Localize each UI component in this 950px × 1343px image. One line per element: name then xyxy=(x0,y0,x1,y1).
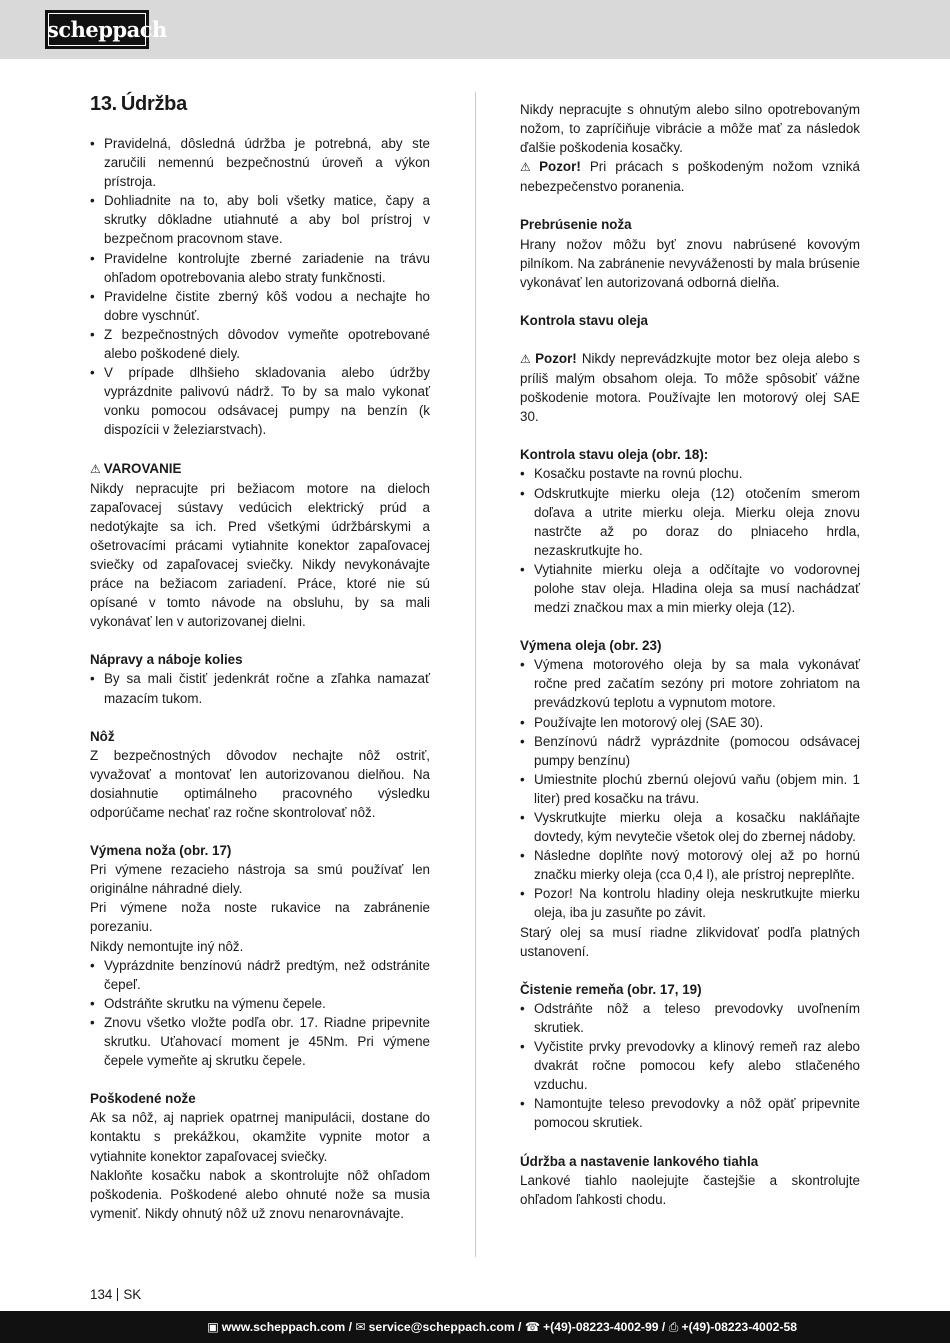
regrind-text: Hrany nožov môžu byť znovu nabrúsené kovovým pilníkom. Na zabránenie nevyváženosti by mala brúsenie vykonávať len autorizovaná odborná dielňa. xyxy=(520,236,860,290)
knife-replace-heading: Výmena noža (obr. 17) xyxy=(90,843,232,859)
fax-icon: ⎙ xyxy=(668,1320,679,1334)
belt-cleaning-list xyxy=(520,999,860,1133)
knife-heading: Nôž xyxy=(90,728,115,744)
cable-heading: Údržba a nastavenie lankového tiahla xyxy=(520,1153,759,1169)
footer-fax: +(49)-08223-4002-58 xyxy=(681,1320,797,1334)
oil-change-list xyxy=(520,655,860,922)
list-item: • Dohliadnite na to, aby boli všetky matice, čapy a skrutky dôkladne utiahnuté a aby bol prístroj v bezpečnom pracovnom stave. xyxy=(90,191,430,248)
regrind-heading: Prebrúsenie noža xyxy=(520,217,632,233)
phone-icon: ☎ xyxy=(524,1320,541,1334)
warning-triangle-icon: ⚠ xyxy=(520,160,537,175)
email-icon: ✉ xyxy=(355,1320,366,1334)
page-language: SK xyxy=(123,1287,142,1302)
section-title-text: Údržba xyxy=(120,93,187,115)
list-item: • Používajte len motorový olej (SAE 30). xyxy=(520,713,860,732)
intro-list xyxy=(90,134,430,440)
page-number-value: 134 xyxy=(90,1287,113,1302)
section-number: 13. xyxy=(90,93,117,115)
right-column xyxy=(520,100,860,1209)
bent-knife-text: Nikdy nepracujte s ohnutým alebo silno opotrebovaným nožom, to zapríčiňuje vibrácie a môže mať za následok ďalšie poškodenia kosačky. xyxy=(520,102,860,156)
list-item: • Výmena motorového oleja by sa mala vykonávať ročne pred začatím sezóny pri motore zohriatom na prevádzkovú teplotu a vypnutom motore. xyxy=(520,655,860,712)
list-item: • Vyčistite prvky prevodovky a klinový remeň raz alebo dvakrát ročne pomocou kefy alebo stlačeného vzduchu. xyxy=(520,1037,860,1094)
page-number xyxy=(90,1286,141,1304)
warning-label: Pozor! xyxy=(535,350,577,366)
knife-text: Z bezpečnostných dôvodov nechajte nôž ostriť, vyvažovať a montovať len autorizovanou dielňou. Na dosiahnutie optimálneho pracovného výsledku odporúčame nechať raz ročne skontrolovať nôž. xyxy=(90,747,430,820)
scheppach-logo: scheppach xyxy=(45,10,149,49)
list-item: • Následne doplňte nový motorový olej až po hornú značku mierky oleja (cca 0,4 l), ale prístroj nepreplňte. xyxy=(520,846,860,884)
footer-email[interactable]: service@scheppach.com / xyxy=(368,1320,522,1334)
oil-warning xyxy=(520,349,860,426)
cable-text: Lankové tiahlo naolejujte častejšie a skontrolujte ohľadom ľahkosti chodu. xyxy=(520,1172,860,1207)
footer-web[interactable]: www.scheppach.com / xyxy=(221,1320,353,1334)
list-item: • By sa mali čistiť jedenkrát ročne a zľahka namazať mazacím tukom. xyxy=(90,669,430,707)
warning-heading xyxy=(90,459,430,479)
belt-cleaning-heading: Čistenie remeňa (obr. 17, 19) xyxy=(520,981,702,997)
list-item: • Namontujte teleso prevodovky a nôž opäť pripevnite pomocou skrutiek. xyxy=(520,1094,860,1132)
header-bar xyxy=(0,0,950,59)
list-item: • Vytiahnite mierku oleja a odčítajte vo vodorovnej polohe stav oleja. Hladina oleja sa musí nachádzať medzi značkou max a min mierky oleja (12). xyxy=(520,560,860,617)
knife-replace-list xyxy=(90,956,430,1071)
list-item: • V prípade dlhšieho skladovania alebo údržby vyprázdnite palivovú nádrž. To by sa malo vykonať vonku pomocou odsávacej pumpy na benzín (k dispozícii v železiarstvach). xyxy=(90,363,430,439)
axles-list xyxy=(90,669,430,707)
damaged-knives-heading: Poškodené nože xyxy=(90,1091,196,1107)
knife-replace-text-2: Pri výmene noža noste rukavice na zabránenie porezaniu. xyxy=(90,900,430,935)
list-item: • Vyprázdnite benzínovú nádrž predtým, než odstránite čepeľ. xyxy=(90,956,430,994)
oil-level-heading: Kontrola stavu oleja xyxy=(520,312,648,328)
warning-text: Nikdy neprevádzkujte motor bez oleja alebo s príliš malým obsahom oleja. To môže spôsobiť vážne poškodenie motora. Používajte len motorový olej SAE 30. xyxy=(520,350,860,425)
list-item: • Pravidelne čistite zberný kôš vodou a nechajte ho dobre vyschnúť. xyxy=(90,287,430,325)
warning-label: Pozor! xyxy=(539,159,581,175)
oil-check-heading: Kontrola stavu oleja (obr. 18): xyxy=(520,447,709,463)
list-item: • Pravidelne kontrolujte zberné zariadenie na trávu ohľadom opotrebovania alebo straty funkčnosti. xyxy=(90,249,430,287)
oil-check-list xyxy=(520,464,860,617)
bent-knife-warning xyxy=(520,157,860,196)
footer-phone: +(49)-08223-4002-99 / xyxy=(543,1320,666,1334)
list-item: • Odstráňte nôž a teleso prevodovky uvoľnením skrutiek. xyxy=(520,999,860,1037)
list-item: • Z bezpečnostných dôvodov vymeňte opotrebované alebo poškodené diely. xyxy=(90,325,430,363)
list-item: • Vyskrutkujte mierku oleja a kosačku nakláňajte dovtedy, kým nevytečie všetok olej do zbernej nádoby. xyxy=(520,808,860,846)
list-item: • Benzínovú nádrž vyprázdnite (pomocou odsávacej pumpy benzínu) xyxy=(520,732,860,770)
list-item: • Odskrutkujte mierku oleja (12) otočením smerom doľava a utrite mierku oleja. Mierku oleja znovu nastrčte až po doraz do plniaceho hrdla, nezaskrutkujte ho. xyxy=(520,484,860,560)
axles-heading: Nápravy a náboje kolies xyxy=(90,652,243,668)
list-item: • Znovu všetko vložte podľa obr. 17. Riadne pripevnite skrutku. Uťahovací moment je 45Nm. Pri výmene čepele vymeňte aj skrutku čepele. xyxy=(90,1013,430,1070)
page-number-separator xyxy=(117,1288,118,1301)
list-item: • Kosačku postavte na rovnú plochu. xyxy=(520,464,860,483)
column-divider xyxy=(475,92,476,1257)
list-item: • Odstráňte skrutku na výmenu čepele. xyxy=(90,994,430,1013)
knife-replace-text-1: Pri výmene rezacieho nástroja sa smú používať len originálne náhradné diely. xyxy=(90,862,430,897)
warning-text: Nikdy nepracujte pri bežiacom motore na dieloch zapaľovacej sústavy vedúcich elektrický prúd a nedotýkajte sa ich. Pred všetkými údržbárskymi a ošetrovacími prácami vytiahnite konektor zapaľovacej sviečky od zapaľovacej sviečky. Nikdy nevykonávajte práce na bežiacom zariadení. Práce, ktoré nie sú opísané v tomto návode na obsluhu, by sa mali vykonávať len v autorizovanej dielni. xyxy=(90,480,430,630)
knife-replace-text-3: Nikdy nemontujte iný nôž. xyxy=(90,938,244,954)
warning-triangle-icon: ⚠ xyxy=(90,461,101,476)
warning-triangle-icon: ⚠ xyxy=(520,351,533,366)
list-item: • Pozor! Na kontrolu hladiny oleja neskrutkujte mierku oleja, iba ju zasuňte po závit. xyxy=(520,884,860,922)
oil-disposal-text: Starý olej sa musí riadne zlikvidovať podľa platných ustanovení. xyxy=(520,924,860,959)
footer-bar xyxy=(0,1311,950,1343)
computer-icon: ▣ xyxy=(207,1320,219,1334)
damaged-knives-text-2: Nakloňte kosačku nabok a skontrolujte nôž ohľadom poškodenia. Poškodené alebo ohnuté nože sa musia vymeniť. Nikdy ohnutý nôž už znovu nenarovnávajte. xyxy=(90,1167,430,1221)
warning-text: Pri prácach s poškodeným nožom vzniká nebezpečenstvo poranenia. xyxy=(520,159,860,195)
damaged-knives-text-1: Ak sa nôž, aj napriek opatrnej manipulácii, dostane do kontaktu s prekážkou, okamžite vypnite motor a vytiahnite konektor zapaľovacej sviečky. xyxy=(90,1110,430,1164)
list-item: • Pravidelná, dôsledná údržba je potrebná, aby ste zaručili nemennú bezpečnostnú úroveň a výkon prístroja. xyxy=(90,134,430,191)
oil-change-heading: Výmena oleja (obr. 23) xyxy=(520,638,662,654)
left-column xyxy=(90,92,430,1223)
list-item: • Umiestnite plochú zbernú olejovú vaňu (objem min. 1 liter) pred kosačku na trávu. xyxy=(520,770,860,808)
section-title xyxy=(90,92,430,116)
warning-heading-text: VAROVANIE xyxy=(103,460,182,476)
